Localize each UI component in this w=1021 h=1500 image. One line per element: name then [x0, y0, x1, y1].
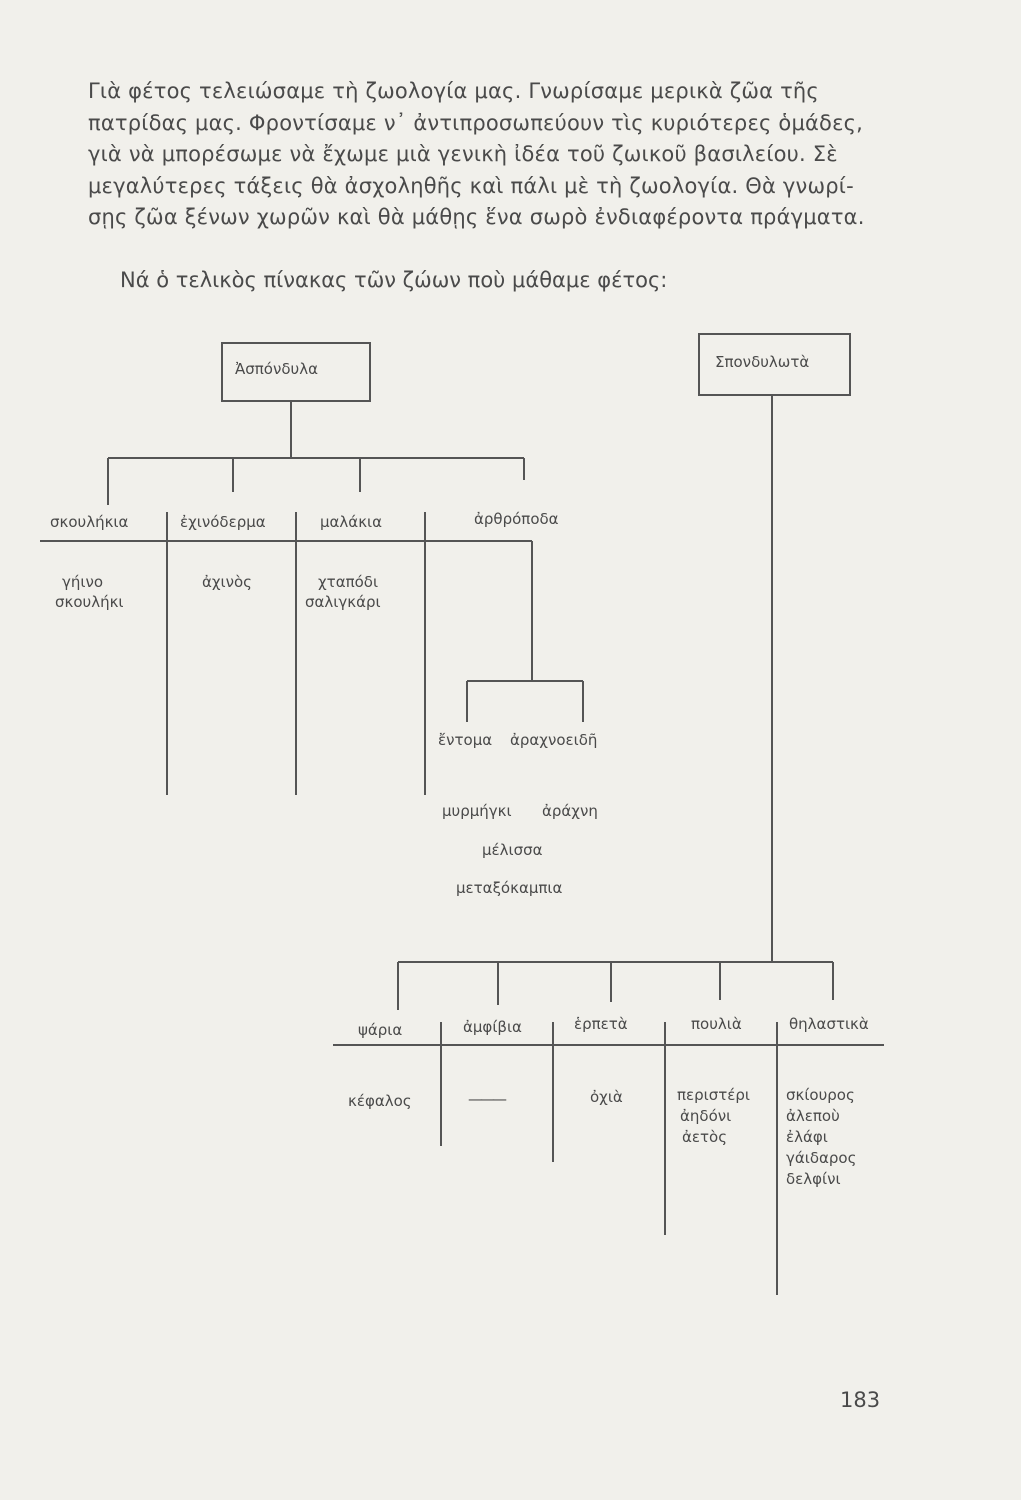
intro-line: Γιὰ φέτος τελειώσαμε τὴ ζωολογία μας. Γνωρίσαμε μερικὰ ζῶα τῆς — [88, 79, 819, 103]
page-number: 183 — [840, 1388, 881, 1412]
example-dolphin: δελφίνι — [786, 1170, 841, 1188]
example-fox: ἀλεποὺ — [786, 1107, 840, 1125]
example-earthworm-1: γήινο — [62, 573, 104, 591]
group-mammals: θηλαστικὰ — [789, 1015, 869, 1033]
example-donkey: γάιδαρος — [786, 1149, 857, 1167]
invertebrates-label: Ἀσπόνδυλα — [235, 360, 318, 378]
example-squirrel: σκίουρος — [786, 1086, 855, 1104]
example-sea-urchin: ἀχινὸς — [202, 573, 252, 591]
intro-line: πατρίδας μας. Φροντίσαμε ν᾽ ἀντιπροσωπεύουν τὶς κυριότερες ὁμάδες, — [88, 110, 864, 135]
vertebrates-box — [698, 333, 851, 396]
example-bee: μέλισσα — [482, 841, 543, 859]
example-nightingale: ἀηδόνι — [680, 1107, 732, 1125]
group-molluscs: μαλάκια — [320, 513, 382, 531]
example-spider: ἀράχνη — [542, 802, 598, 820]
group-worms: σκουλήκια — [50, 513, 129, 531]
subgroup-insects: ἔντομα — [438, 731, 493, 749]
example-mullet: κέφαλος — [348, 1092, 412, 1110]
example-silkworm: μεταξόκαμπια — [456, 879, 563, 897]
example-viper: ὀχιὰ — [590, 1088, 623, 1106]
example-eagle: ἀετὸς — [682, 1128, 728, 1146]
group-reptiles: ἑρπετὰ — [574, 1015, 628, 1033]
example-deer: ἐλάφι — [786, 1128, 828, 1146]
example-amphibian-none: ——— — [468, 1090, 504, 1108]
example-pigeon: περιστέρι — [677, 1086, 750, 1104]
group-echinoderms: ἐχινόδερμα — [180, 513, 266, 531]
vertebrates-label: Σπονδυλωτὰ — [715, 353, 810, 371]
group-birds: πουλιὰ — [691, 1015, 742, 1033]
intro-line: μεγαλύτερες τάξεις θὰ ἀσχοληθῆς καὶ πάλι μὲ τὴ ζωολογία. Θὰ γνωρί- — [88, 173, 854, 198]
subgroup-arachnids: ἀραχνοειδῆ — [510, 731, 598, 749]
example-ant: μυρμήγκι — [442, 802, 512, 820]
group-arthropods: ἀρθρόποδα — [474, 510, 559, 528]
invertebrates-box — [221, 342, 371, 402]
group-fish: ψάρια — [358, 1021, 403, 1039]
group-amphibians: ἀμφίβια — [463, 1018, 522, 1036]
example-snail: σαλιγκάρι — [305, 593, 381, 611]
table-intro: Νά ὁ τελικὸς πίνακας τῶν ζώων ποὺ μάθαμε φέτος: — [120, 268, 668, 292]
intro-line: γιὰ νὰ μπορέσωμε νὰ ἔχωμε μιὰ γενικὴ ἰδέα τοῦ ζωικοῦ βασιλείου. Σὲ — [88, 142, 838, 166]
example-earthworm-2: σκουλήκι — [55, 593, 124, 611]
example-octopus: χταπόδι — [318, 573, 379, 591]
intro-line: σῃς ζῶα ξένων χωρῶν καὶ θὰ μάθῃς ἕνα σωρὸ ἐνδιαφέροντα πράγματα. — [88, 205, 865, 229]
